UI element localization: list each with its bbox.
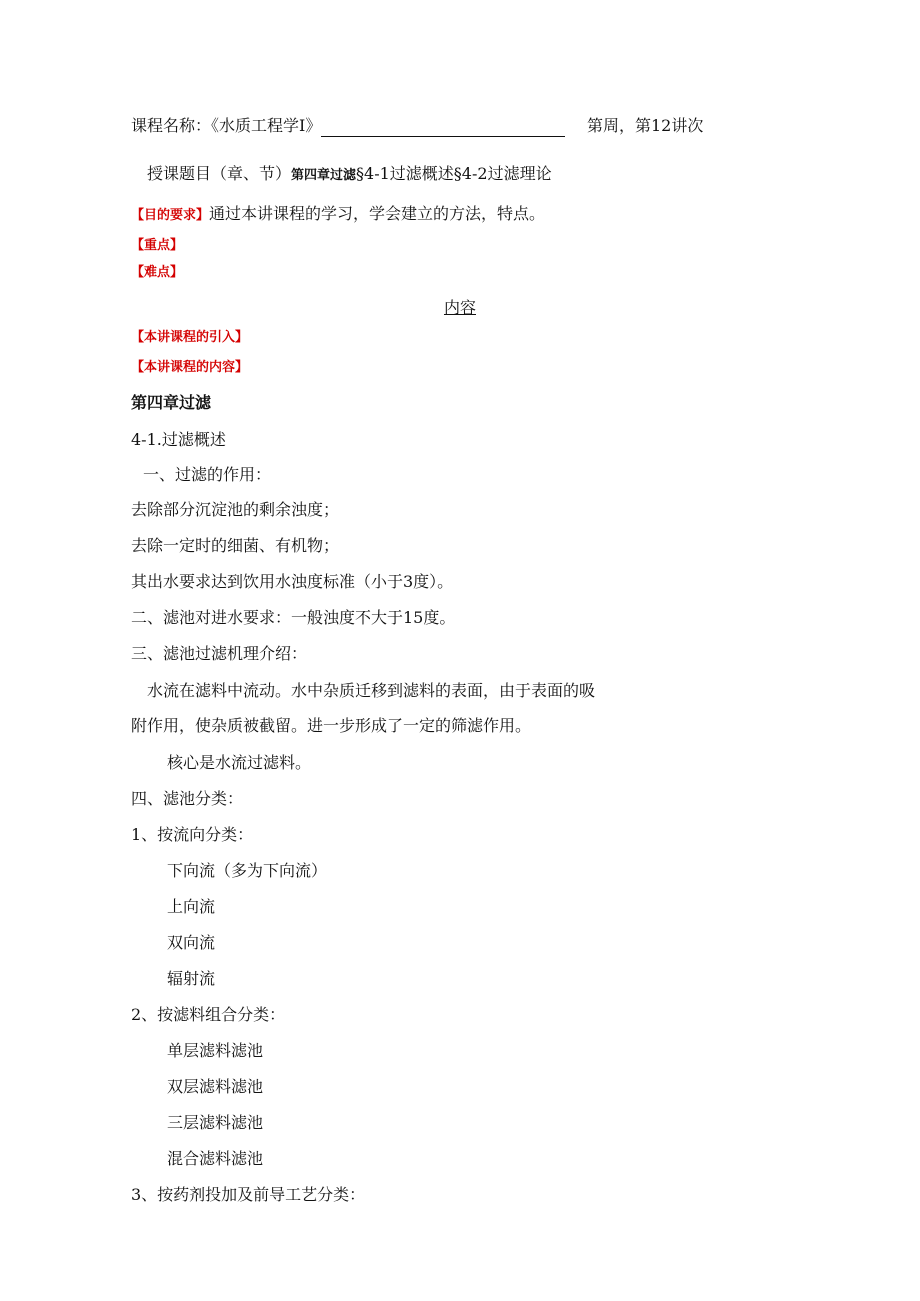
list-item: 双层滤料滤池 — [167, 1077, 264, 1096]
paragraph: 四、滤池分类： — [131, 789, 244, 808]
objective-tag: 【目的要求】 — [131, 208, 210, 223]
blank-underline — [321, 120, 565, 137]
paragraph: 去除部分沉淀池的剩余浊度； — [131, 500, 340, 519]
list-item: 双向流 — [167, 933, 216, 952]
category-heading: 3、按药剂投加及前导工艺分类： — [131, 1185, 366, 1204]
paragraph: 去除一定时的细菌、有机物； — [131, 536, 340, 555]
paragraph: 三、滤池过滤机理介绍： — [131, 644, 308, 663]
list-item: 单层滤料滤池 — [167, 1041, 264, 1060]
paragraph: 附作用，使杂质被截留。进一步形成了一定的筛滤作用。 — [131, 716, 532, 735]
paragraph: 水流在滤料中流动。水中杂质迁移到滤料的表面，由于表面的吸 — [147, 681, 596, 700]
key-points-tag: 【重点】 — [131, 238, 184, 253]
topic-sections: §4-1过滤概述§4-2过滤理论 — [356, 164, 552, 183]
list-item: 上向流 — [167, 897, 216, 916]
objective-text: 通过本讲课程的学习，学会建立的方法，特点。 — [209, 204, 546, 223]
course-label: 课程名称：《水质工程学I》 — [131, 116, 322, 135]
chapter-title: 第四章过滤 — [131, 393, 212, 412]
content-title: 内容 — [443, 298, 476, 317]
paragraph: 二、滤池对进水要求：一般浊度不大于15度。 — [131, 608, 456, 627]
topic-chapter: 第四章过滤 — [291, 168, 357, 183]
category-heading: 2、按滤料组合分类： — [131, 1005, 286, 1024]
paragraph: 一、过滤的作用： — [143, 465, 272, 484]
list-item: 辐射流 — [167, 969, 216, 988]
difficulties-tag: 【难点】 — [131, 265, 184, 280]
list-item: 混合滤料滤池 — [167, 1149, 264, 1168]
paragraph: 其出水要求达到饮用水浊度标准（小于3度）。 — [131, 572, 454, 591]
intro-tag: 【本讲课程的引入】 — [131, 330, 249, 345]
topic-line — [147, 163, 552, 187]
list-item: 下向流（多为下向流） — [167, 861, 328, 880]
category-heading: 1、按流向分类： — [131, 825, 254, 844]
week-label: 第周，第12讲次 — [587, 116, 704, 135]
topic-label: 授课题目（章、节） — [147, 164, 292, 183]
section-4-1: 4-1.过滤概述 — [131, 430, 226, 449]
course-name — [131, 115, 565, 137]
objective-line — [131, 203, 545, 227]
paragraph: 核心是水流过滤料。 — [167, 753, 312, 772]
content-tag: 【本讲课程的内容】 — [131, 360, 249, 375]
list-item: 三层滤料滤池 — [167, 1113, 264, 1132]
